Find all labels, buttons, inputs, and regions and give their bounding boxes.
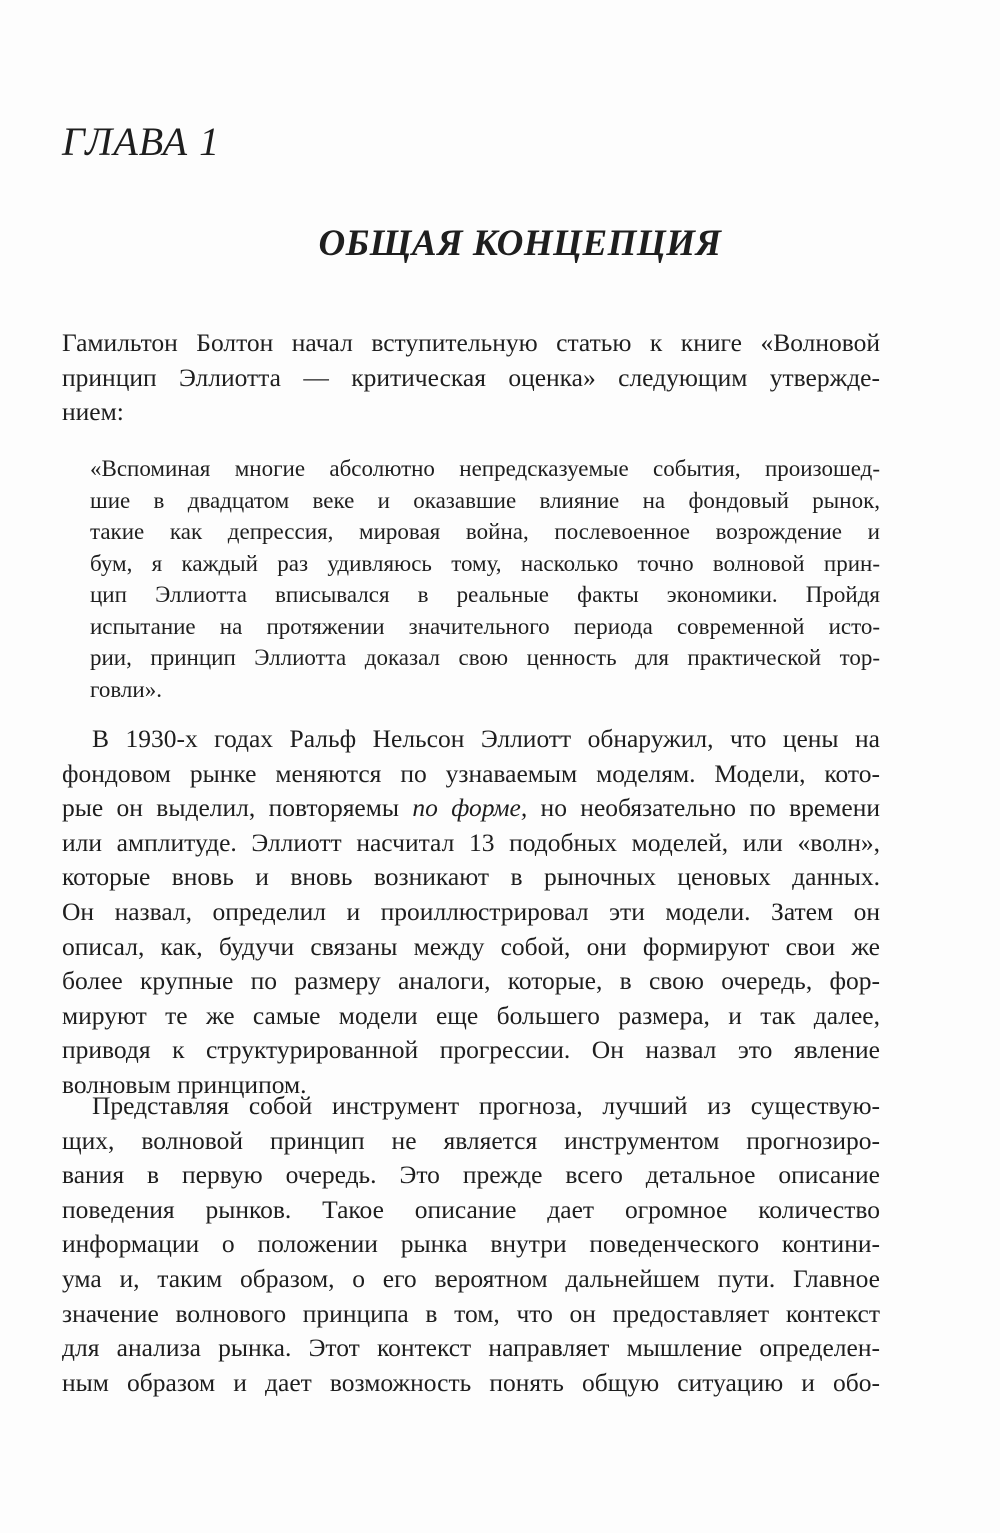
- chapter-title: ОБЩАЯ КОНЦЕПЦИЯ: [318, 223, 722, 264]
- text-line: описал, как, будучи связаны между собой, они формируют свои же: [62, 931, 880, 961]
- text-line: значение волнового принципа в том, что он предоставляет контекст: [62, 1298, 880, 1328]
- text-line: [62, 791, 880, 826]
- paragraph-wave-principle: [62, 1089, 880, 1400]
- text-line: ума и, таким образом, о его вероятном дальнейшем пути. Главное: [62, 1263, 880, 1293]
- text-line: или амплитуде. Эллиотт насчитал 13 подобных моделей, или «волн»,: [62, 827, 880, 857]
- text-line: информации о положении рынка внутри поведенческого контини-: [62, 1229, 880, 1259]
- text-line: вания в первую очередь. Это прежде всего детальное описание: [62, 1160, 880, 1190]
- text-line: для анализа рынка. Этот контекст направляет мышление определен-: [62, 1333, 880, 1363]
- quote-line: бум, я каждый раз удивляюсь тому, насколько точно волновой прин-: [90, 550, 880, 576]
- text-line: мируют те же самые модели еще большего размера, и так далее,: [62, 1000, 880, 1030]
- text-line: нием:: [62, 397, 124, 427]
- quote-line: такие как депрессия, мировая война, послевоенное возрождение и: [90, 519, 880, 544]
- quote-line: «Вспоминая многие абсолютно непредсказуемые события, произошед-: [90, 456, 880, 481]
- text-line: которые вновь и вновь возникают в рыночных ценовых данных.: [62, 862, 880, 892]
- quote-line: рии, принцип Эллиотта доказал свою ценность для практической тор-: [90, 645, 880, 670]
- chapter-label: ГЛАВА 1: [62, 119, 221, 164]
- text-line: фондовом рынке меняются по узнаваемым моделям. Модели, кото-: [62, 758, 880, 788]
- text-line: более крупные по размеру аналоги, которые, в свою очередь, фор-: [62, 966, 880, 996]
- text-line: щих, волновой принцип не является инструментом прогнозиро-: [62, 1125, 880, 1155]
- intro-paragraph: [62, 326, 880, 430]
- text-line: В 1930-х годах Ральф Нельсон Эллиотт обнаружил, что цены на: [92, 724, 880, 753]
- text-line: волновым принципом.: [62, 1069, 307, 1099]
- quote-line: говли».: [90, 676, 162, 702]
- text-line: ным образом и дает возможность понять общую ситуацию и обо-: [62, 1367, 880, 1397]
- text-line: Он назвал, определил и проиллюстрировал эти модели. Затем он: [62, 896, 880, 926]
- quote-line: цип Эллиотта вписывался в реальные факты экономики. Пройдя: [90, 582, 880, 607]
- text-line: Представляя собой инструмент прогноза, лучший из существую-: [92, 1091, 880, 1120]
- text-fragment: рые он выделил, повторяемы: [62, 793, 413, 823]
- bolton-quote: [90, 453, 880, 705]
- text-line: поведения рынков. Такое описание дает огромное количество: [62, 1194, 880, 1224]
- text-line: принцип Эллиотта — критическая оценка» следующим утвержде-: [62, 362, 880, 392]
- paragraph-elliott-discovery: [62, 722, 880, 1103]
- text-line: Гамильтон Болтон начал вступительную статью к книге «Волновой: [62, 328, 880, 357]
- text-line: приводя к структурированной прогрессии. Он назвал это явление: [62, 1035, 880, 1065]
- emphasis-text: по форме,: [412, 793, 528, 823]
- text-fragment: но необязательно по времени: [527, 793, 880, 823]
- quote-line: испытание на протяжении значительного периода современной исто-: [90, 613, 880, 639]
- quote-line: шие в двадцатом веке и оказавшие влияние на фондовый рынок,: [90, 487, 880, 513]
